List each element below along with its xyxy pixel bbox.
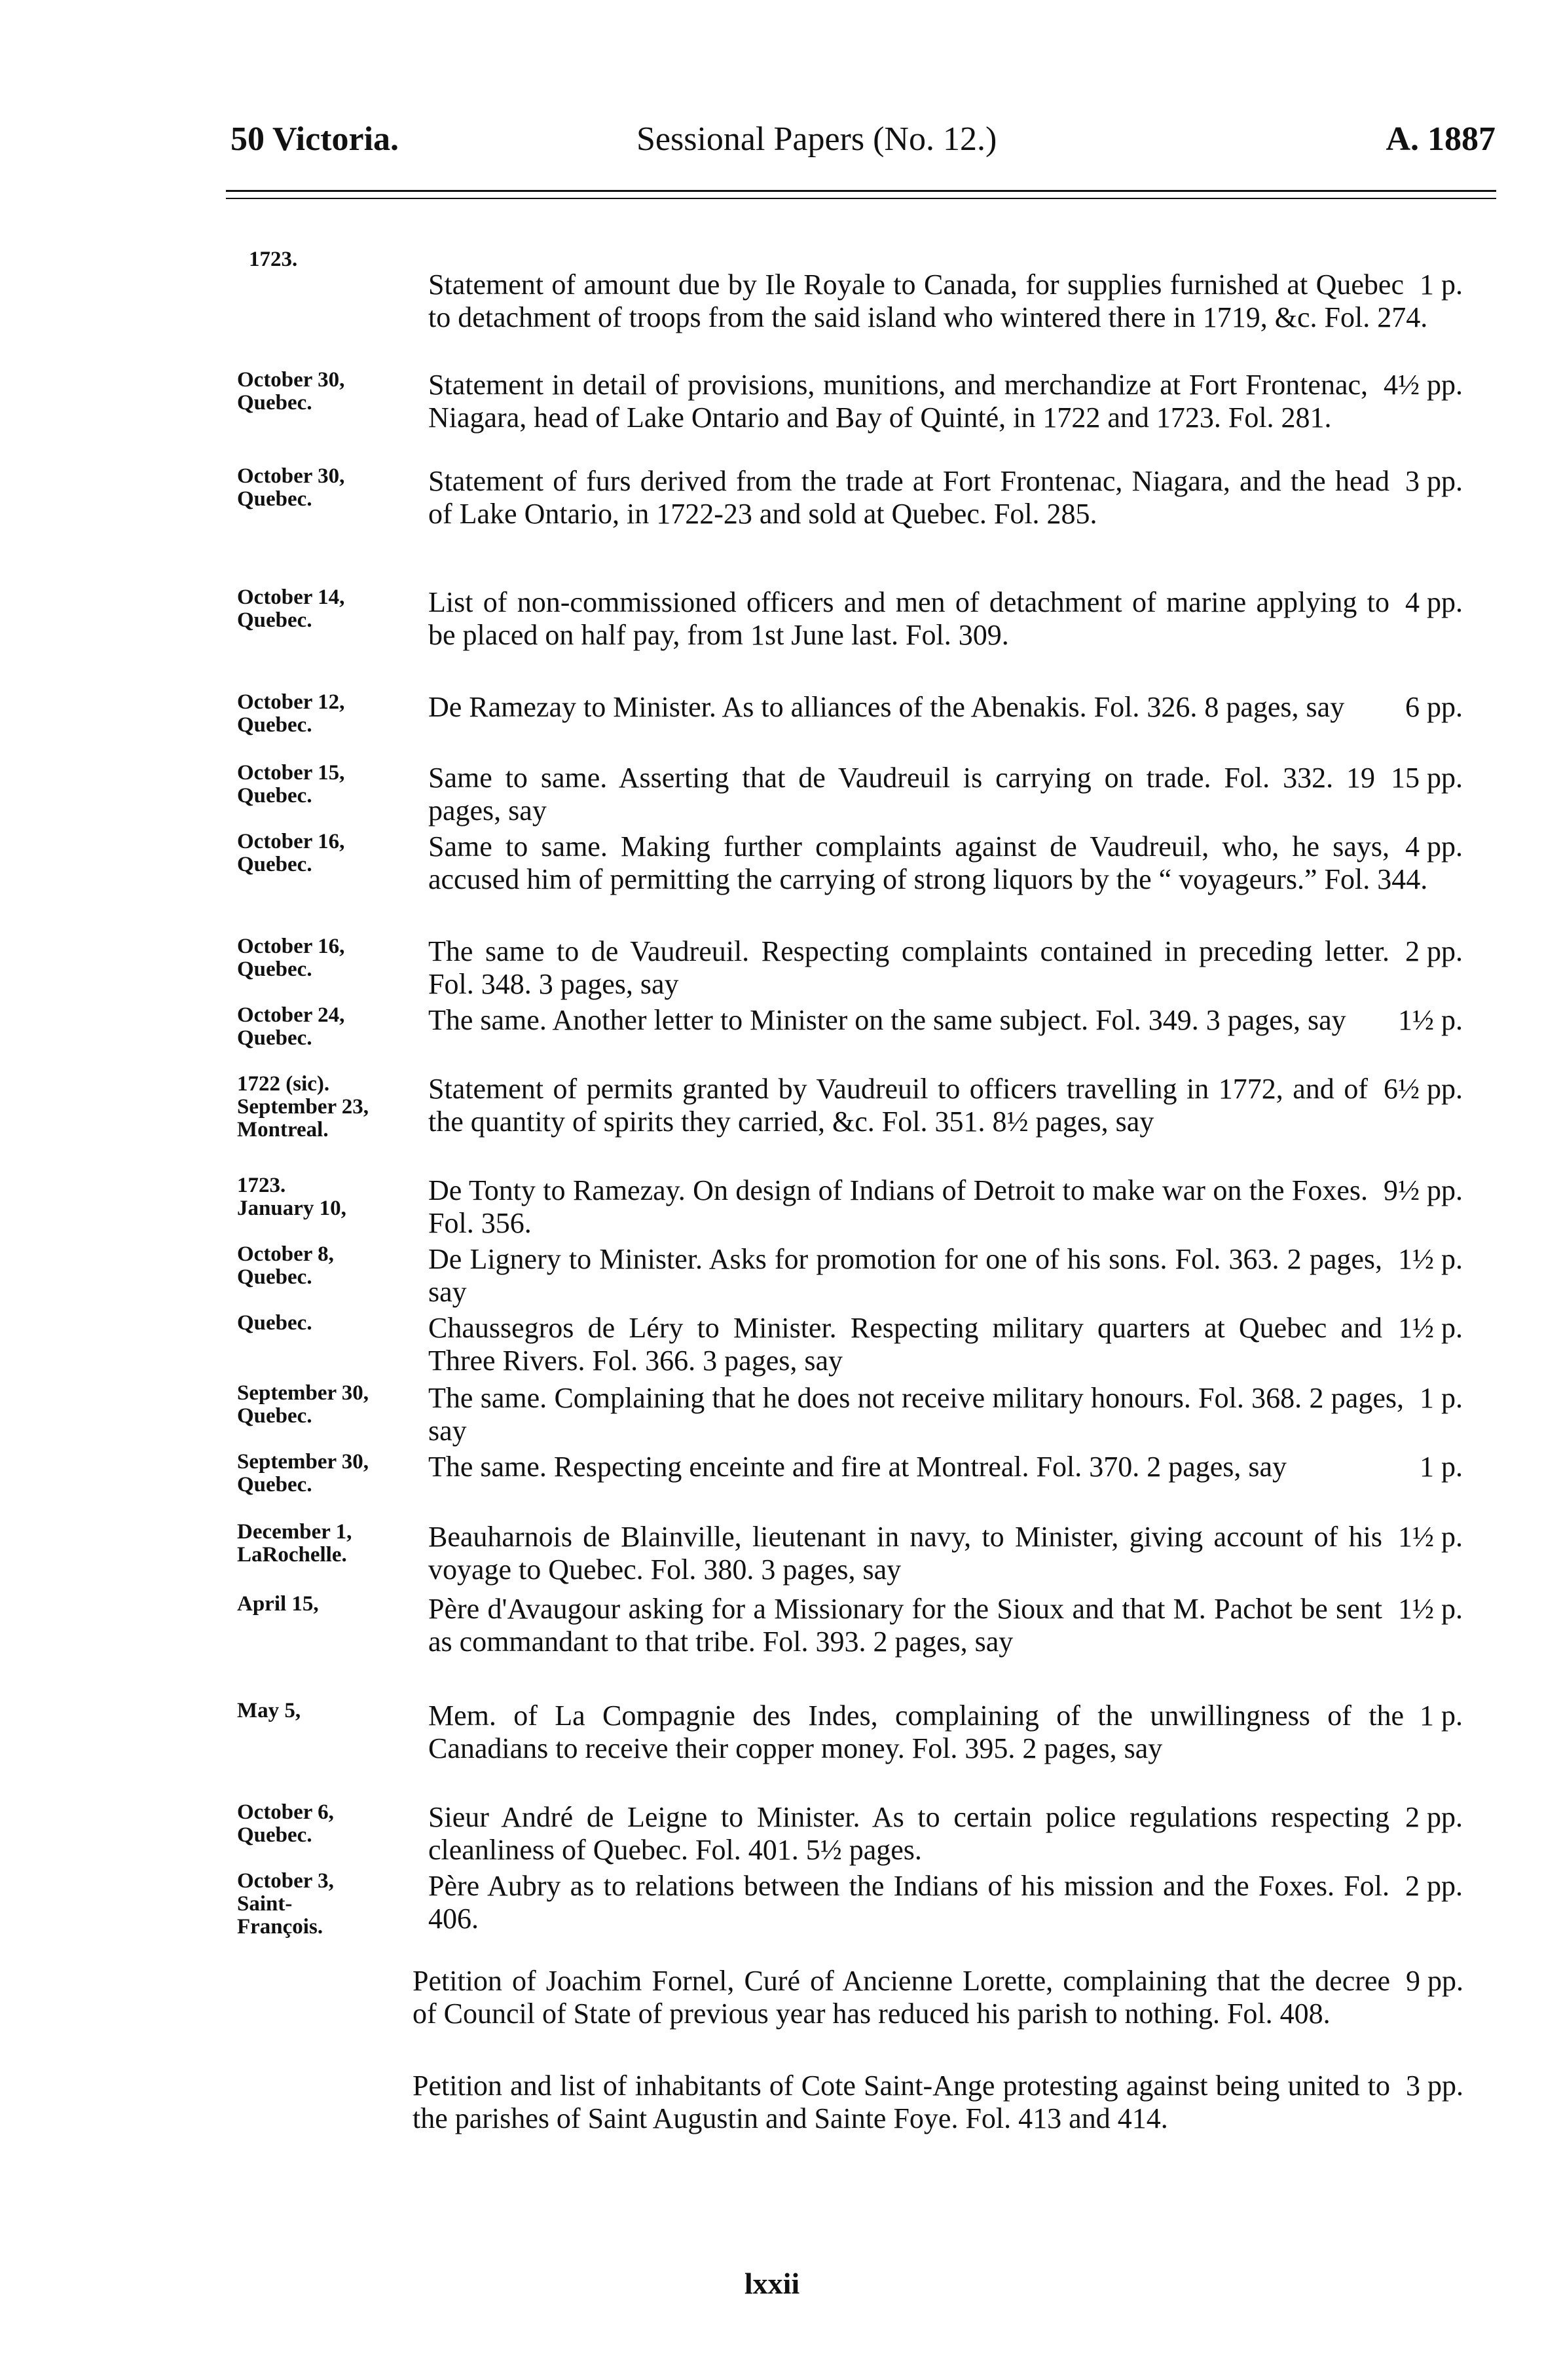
entry-date: October 30, Quebec. [237,368,345,415]
entry-pages: 3 pp. [1405,465,1463,497]
entry-date: October 16, Quebec. [237,935,345,981]
entry-text: 1½ p. De Lignery to Minister. Asks for promotion for one of his sons. Fol. 363. 2 pages, say [428,1243,1463,1308]
entry-text: 9½ pp. De Tonty to Ramezay. On design of Indians of Detroit to make war on the Foxes. Fol. 356. [428,1174,1463,1239]
entry-pages: 2 pp. [1405,1801,1463,1833]
entry-date: October 6, Quebec. [237,1800,334,1847]
header-title: Sessional Papers (No. 12.) [636,121,997,158]
entry-pages: 1½ p. [1398,1243,1463,1275]
entry-text: 1 p. The same. Respecting enceinte and fire at Montreal. Fol. 370. 2 pages, say [428,1451,1463,1483]
entry-text: 2 pp. Sieur André de Leigne to Minister. As to certain police regulations respecting cleanliness of Quebec. Fol. 401. 5½ pages. [428,1801,1463,1866]
entry-text: 4 pp. List of non-commissioned officers and men of detachment of marine applying to be placed on half pay, from 1st June last. Fol. 309. [428,586,1463,651]
entry-date: Quebec. [237,1311,312,1335]
entry-text: 3 pp. Statement of furs derived from the trade at Fort Frontenac, Niagara, and the head of Lake Ontario, in 1722-23 and sold at Quebec. Fol. 285. [428,465,1463,530]
entry-pages: 1 p. [1420,1451,1463,1483]
entry-text: 2 pp. Père Aubry as to relations between the Indians of his mission and the Foxes. Fol. 406. [428,1870,1463,1935]
entry-text: 4 pp. Same to same. Making further complaints against de Vaudreuil, who, he says, accused him of permitting the carrying of strong liquors by the “ voyageurs.” Fol. 344. [428,830,1463,895]
entry-pages: 2 pp. [1405,935,1463,967]
entry-pages: 2 pp. [1405,1870,1463,1902]
year-label: 1723. [249,248,298,271]
entry-pages: 15 pp. [1391,762,1463,794]
entry-date: October 24, Quebec. [237,1003,345,1050]
entry-date: May 5, [237,1699,301,1722]
entry-date: September 30, Quebec. [237,1450,369,1497]
entry-text: 6 pp. De Ramezay to Minister. As to alliances of the Abenakis. Fol. 326. 8 pages, say [428,691,1463,723]
entry-date: October 14, Quebec. [237,586,345,632]
entry-pages: 6 pp. [1405,691,1463,723]
entry-date: October 12, Quebec. [237,690,345,737]
entry-pages: 1½ p. [1398,1004,1463,1036]
entry-text: 15 pp. Same to same. Asserting that de Vaudreuil is carrying on trade. Fol. 332. 19 pages, say [428,762,1463,827]
entry-date: 1722 (sic). September 23, Montreal. [237,1072,369,1142]
entry-date: December 1, LaRochelle. [237,1520,352,1567]
entry-date: October 3, Saint- François. [237,1869,334,1939]
entry-pages: 1 p. [1420,269,1463,301]
entry-pages: 4 pp. [1405,830,1463,863]
entry-date: October 8, Quebec. [237,1242,334,1289]
header-session: 50 Victoria. [230,121,399,158]
entry-date: October 16, Quebec. [237,830,345,876]
entry-date: September 30, Quebec. [237,1381,369,1428]
entry-text: 3 pp. Petition and list of inhabitants of Cote Saint-Ange protesting against being united to the parishes of Saint Augustin and Sainte Foye. Fol. 413 and 414. [413,2070,1463,2134]
entry-pages: 9½ pp. [1384,1174,1463,1206]
entry-text: 4½ pp. Statement in detail of provisions, munitions, and merchandize at Fort Frontenac, Niagara, head of Lake Ontario and Bay of Quinté, in 1722 and 1723. Fol. 281. [428,369,1463,434]
entry-text: 9 pp. Petition of Joachim Fornel, Curé of Ancienne Lorette, complaining that the decree of Council of State of previous year has reduced his parish to nothing. Fol. 408. [413,1965,1463,2030]
entry-text: 6½ pp. Statement of permits granted by Vaudreuil to officers travelling in 1772, and of the quantity of spirits they carried, &c. Fol. 351. 8½ pages, say [428,1073,1463,1138]
entry-pages: 1 p. [1420,1700,1463,1732]
header-year: A. 1887 [1386,121,1496,158]
entry-text: 1½ p. The same. Another letter to Minister on the same subject. Fol. 349. 3 pages, say [428,1004,1463,1036]
entry-date: 1723. January 10, [237,1174,346,1220]
entry-pages: 3 pp. [1406,2070,1463,2102]
entry-pages: 1 p. [1420,1382,1463,1414]
entry-text: 1 p. The same. Complaining that he does not receive military honours. Fol. 368. 2 pages, say [428,1382,1463,1447]
entry-text: 1 p. Mem. of La Compagnie des Indes, complaining of the unwillingness of the Canadians to receive their copper money. Fol. 395. 2 pages, say [428,1700,1463,1764]
entry-pages: 4 pp. [1405,586,1463,618]
entry-text: 1 p. Statement of amount due by Ile Royale to Canada, for supplies furnished at Quebec to detachment of troops from the said island who wintered there in 1719, &c. Fol. 274. [428,269,1463,333]
entry-pages: 6½ pp. [1384,1073,1463,1105]
entry-text: 1½ p. Chaussegros de Léry to Minister. Respecting military quarters at Quebec and Three Rivers. Fol. 366. 3 pages, say [428,1312,1463,1377]
entry-pages: 9 pp. [1406,1965,1463,1997]
entry-date: April 15, [237,1592,319,1616]
entry-pages: 1½ p. [1398,1593,1463,1625]
entry-text: 1½ p. Père d'Avaugour asking for a Missionary for the Sioux and that M. Pachot be sent as commandant to that tribe. Fol. 393. 2 pages, say [428,1593,1463,1658]
entry-pages: 4½ pp. [1384,369,1463,401]
entry-text: 2 pp. The same to de Vaudreuil. Respecting complaints contained in preceding letter. Fol. 348. 3 pages, say [428,935,1463,1000]
entry-pages: 1½ p. [1398,1521,1463,1553]
entry-text: 1½ p. Beauharnois de Blainville, lieutenant in navy, to Minister, giving account of his voyage to Quebec. Fol. 380. 3 pages, say [428,1521,1463,1586]
entry-pages: 1½ p. [1398,1312,1463,1344]
page-number: lxxii [744,2267,800,2300]
entry-date: October 30, Quebec. [237,464,345,511]
entry-date: October 15, Quebec. [237,761,345,808]
